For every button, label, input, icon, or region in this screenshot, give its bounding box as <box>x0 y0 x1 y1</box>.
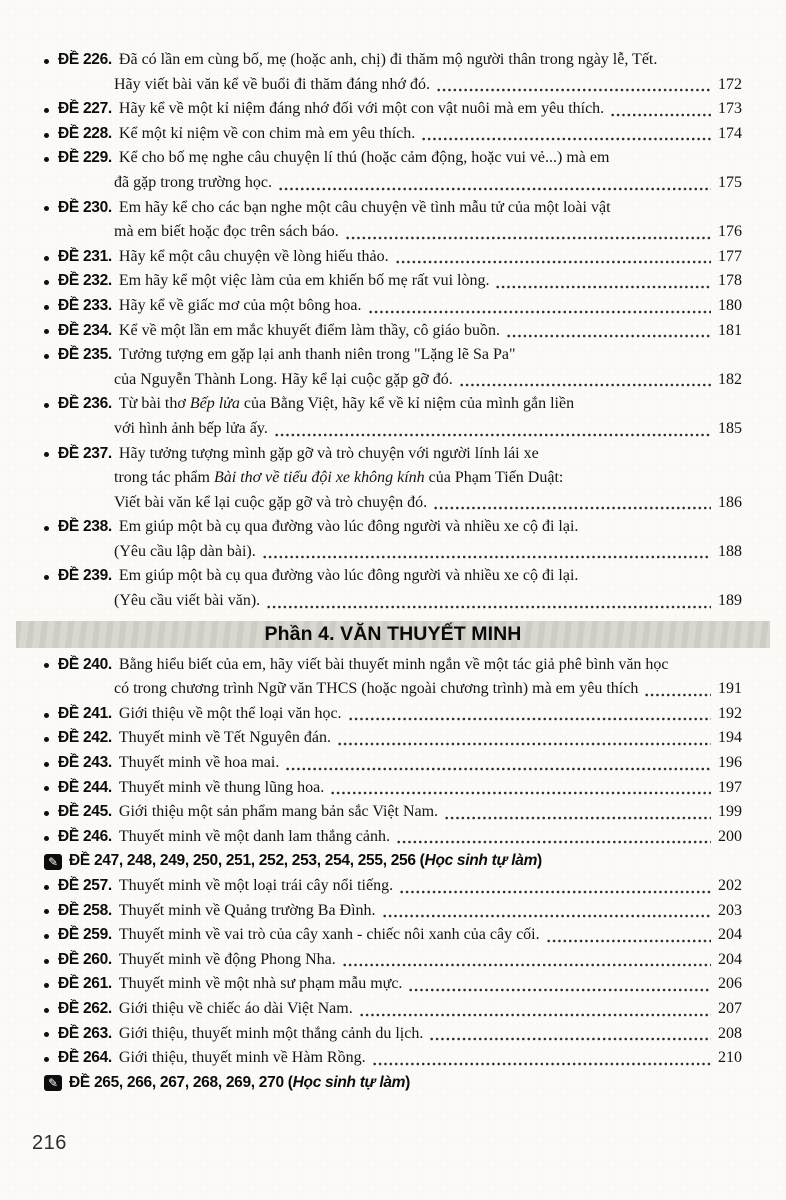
dotted-leader <box>337 735 711 747</box>
entry-text <box>114 220 339 245</box>
entry-text-segment: (Yêu cầu viết bài văn). <box>114 592 261 610</box>
toc-entry-line <box>44 269 742 294</box>
bullet-icon <box>44 909 49 914</box>
bullet-icon <box>44 575 49 580</box>
entry-text <box>114 589 260 614</box>
entry-text-segment: Hãy kể một câu chuyện về lòng hiếu thảo. <box>118 247 389 265</box>
toc-entry-line <box>44 97 742 122</box>
toc-entry-line <box>44 874 742 899</box>
entry-text-segment: Hãy kể về giấc mơ của một bông hoa. <box>118 296 362 314</box>
dotted-leader <box>408 981 711 993</box>
entry-text-segment: Hãy viết bài văn kể về buổi đi thăm đáng nhớ đó. <box>114 75 430 93</box>
entry-text <box>114 368 453 393</box>
entry-page-number: 208 <box>718 1024 742 1042</box>
entry-number-label: ĐỀ 237. <box>58 444 112 462</box>
toc-entry-line <box>44 417 742 442</box>
entry-text-segment: Hãy kể về một kỉ niệm đáng nhớ đối với một con vật nuôi mà em yêu thích. <box>118 100 605 118</box>
bullet-icon <box>44 1008 49 1013</box>
entry-text <box>119 726 331 751</box>
entry-text <box>119 442 539 467</box>
entry-page-number: 180 <box>718 296 742 314</box>
entry-page-number: 189 <box>718 592 742 610</box>
toc-entry-line <box>44 923 742 948</box>
entry-page-number: 207 <box>718 999 742 1017</box>
bullet-icon <box>44 934 49 939</box>
bullet-icon <box>44 206 49 211</box>
entry-text <box>119 146 610 171</box>
entry-number-label: ĐỀ 239. <box>58 567 112 585</box>
dotted-leader <box>459 376 711 388</box>
entry-text-segment: ) <box>405 1073 411 1091</box>
entry-number-label: ĐỀ 259. <box>58 926 112 944</box>
entry-text-segment: Bằng hiểu biết của em, hãy viết bài thuyết minh ngắn về một tác giả phê bình văn học <box>118 655 669 673</box>
toc-entry-line <box>44 677 742 702</box>
bullet-icon <box>44 526 49 531</box>
dotted-leader <box>262 548 711 560</box>
toc-entry-line <box>44 776 742 801</box>
toc-entry-line <box>44 73 742 98</box>
entry-text <box>119 653 669 678</box>
entry-text-segment: Kể về một lần em mắc khuyết điểm làm thầy, cô giáo buồn. <box>118 321 500 339</box>
entry-text <box>119 245 389 270</box>
entry-text-segment: Bếp lửa <box>189 395 240 413</box>
entry-text-segment: Thuyết minh về vai trò của cây xanh - chiếc nôi xanh của cây cối. <box>118 926 540 944</box>
bullet-icon <box>44 354 49 359</box>
entry-text-segment: (Yêu cầu lập dàn bài). <box>114 542 256 560</box>
dotted-leader <box>278 180 711 192</box>
entry-number-label: ĐỀ 230. <box>58 198 112 216</box>
entry-number-label: ĐỀ 226. <box>58 51 112 68</box>
entry-text <box>119 122 415 147</box>
entry-text-segment: đã gặp trong trường học. <box>114 173 272 191</box>
entry-number-label: ĐỀ 246. <box>58 827 112 845</box>
entry-number-label: ĐỀ 261. <box>58 975 112 993</box>
entry-text-segment: Giới thiệu một sản phẩm mang bản sắc Việt Nam. <box>118 803 439 821</box>
entry-number-label: ĐỀ 243. <box>58 754 112 772</box>
entry-number-label: ĐỀ 241. <box>58 704 112 722</box>
entry-page-number: 192 <box>718 704 742 722</box>
dotted-leader <box>546 932 711 944</box>
entry-text <box>114 73 430 98</box>
toc-entry-line <box>44 825 742 850</box>
entry-text-segment: Giới thiệu, thuyết minh một thắng cảnh du lịch. <box>118 1024 424 1042</box>
entry-text <box>114 171 272 196</box>
entry-number-label: ĐỀ 238. <box>58 518 112 536</box>
entry-page-number: 191 <box>718 680 742 698</box>
entry-text <box>119 702 342 727</box>
dotted-leader <box>399 883 711 895</box>
entry-page-number: 210 <box>718 1049 742 1067</box>
bullet-icon <box>44 403 49 408</box>
entry-text-segment: Em hãy kể một việc làm của em khiến bố mẹ rất vui lòng. <box>118 272 490 290</box>
entry-page-number: 182 <box>718 370 742 388</box>
entry-number-label: ĐỀ 234. <box>58 321 112 339</box>
toc-entry-line <box>44 442 742 467</box>
entry-text <box>119 923 540 948</box>
entry-number-label: ĐỀ 262. <box>58 999 112 1017</box>
toc-entry-line <box>44 800 742 825</box>
entry-text-segment: Em hãy kể cho các bạn nghe một câu chuyện về tình mẫu tử của một loài vật <box>118 198 611 216</box>
toc-entry-line <box>44 491 742 516</box>
bullet-icon <box>44 452 49 457</box>
entry-text <box>119 564 579 589</box>
bullet-icon <box>44 1057 49 1062</box>
entry-page-number: 185 <box>718 419 742 437</box>
bullet-icon <box>44 713 49 718</box>
entry-text <box>119 515 579 540</box>
entry-text-segment: Kể cho bố mẹ nghe câu chuyện lí thú (hoặc cảm động, hoặc vui vẻ...) mà em <box>118 149 610 167</box>
entry-page-number: 174 <box>718 124 742 142</box>
toc-entry-line <box>44 589 742 614</box>
bullet-icon <box>44 786 49 791</box>
entry-text <box>119 48 657 73</box>
toc-entry-line <box>44 392 742 417</box>
toc-entry-line <box>44 146 742 171</box>
entry-page-number: 173 <box>718 100 742 118</box>
dotted-leader <box>359 1006 711 1018</box>
dotted-leader <box>348 710 711 722</box>
entry-text-segment: Thuyết minh về một loại trái cây nổi tiếng. <box>118 877 394 894</box>
entry-page-number: 197 <box>718 778 742 796</box>
entry-text <box>119 776 324 801</box>
toc-entry-line <box>44 343 742 368</box>
entry-text-segment: Em giúp một bà cụ qua đường vào lúc đông người và nhiều xe cộ đi lại. <box>118 567 579 585</box>
entry-page-number: 196 <box>718 754 742 772</box>
entry-number-label: ĐỀ 240. <box>58 655 112 673</box>
bullet-icon <box>44 59 49 64</box>
entry-page-number: 204 <box>718 926 742 944</box>
entry-text-segment: Giới thiệu về một thể loại văn học. <box>118 704 342 722</box>
toc-entry-line <box>44 515 742 540</box>
bullet-icon <box>44 305 49 310</box>
toc-entry-line <box>44 245 742 270</box>
entry-text-segment: ĐỀ 247, 248, 249, 250, 251, 252, 253, 254, 255, 256 ( <box>69 852 425 870</box>
entry-text-segment: Thuyết minh về hoa mai. <box>118 754 280 772</box>
entry-text-segment: Thuyết minh về Tết Nguyên đán. <box>118 729 332 747</box>
entry-page-number: 203 <box>718 901 742 919</box>
toc-entry-line <box>44 972 742 997</box>
entry-number-label: ĐỀ 244. <box>58 778 112 796</box>
entry-text <box>119 294 362 319</box>
entry-text-segment: Thuyết minh về Quảng trường Ba Đình. <box>118 901 376 919</box>
entry-text <box>119 825 390 850</box>
dotted-leader <box>429 1030 711 1042</box>
entry-text <box>114 466 563 491</box>
dotted-leader <box>436 81 711 93</box>
entry-number-label: ĐỀ 231. <box>58 247 112 265</box>
entry-text <box>119 319 500 344</box>
pencil-icon: ✎ <box>44 854 62 870</box>
entry-text-segment: Thuyết minh về thung lũng hoa. <box>118 778 325 796</box>
entry-number-label: ĐỀ 258. <box>58 901 112 919</box>
dotted-leader <box>342 956 711 968</box>
entry-text <box>119 1022 423 1047</box>
entry-text-segment: Thuyết minh về một danh lam thắng cảnh. <box>118 827 390 845</box>
toc-entry-line <box>44 48 742 73</box>
dotted-leader <box>421 130 711 142</box>
entry-number-label: ĐỀ 233. <box>58 296 112 314</box>
entry-page-number: 200 <box>718 827 742 845</box>
entry-number-label: ĐỀ 227. <box>58 100 112 118</box>
entry-text <box>114 491 427 516</box>
entry-text-segment: Đã có lần em cùng bố, mẹ (hoặc anh, chị) đi thăm mộ người thân trong ngày lễ, Tết. <box>118 51 658 68</box>
toc-entry-line <box>44 196 742 221</box>
toc-entry-line <box>44 751 742 776</box>
dotted-leader <box>396 833 711 845</box>
toc-entry-line <box>44 948 742 973</box>
toc-entry-line <box>44 726 742 751</box>
entry-text-segment: Từ bài thơ <box>118 395 190 413</box>
bullet-icon <box>44 836 49 841</box>
toc-entry-line <box>44 368 742 393</box>
bullet-icon <box>44 329 49 334</box>
entry-text <box>114 540 256 565</box>
dotted-leader <box>495 278 711 290</box>
entry-text <box>119 392 574 417</box>
folio-page-number: 216 <box>32 1132 67 1154</box>
bullet-icon <box>44 663 49 668</box>
bullet-icon <box>44 811 49 816</box>
dotted-leader <box>382 907 711 919</box>
bullet-icon <box>44 737 49 742</box>
entry-text-segment: của Nguyễn Thành Long. Hãy kể lại cuộc gặp gỡ đó. <box>114 370 453 388</box>
dotted-leader <box>368 303 711 315</box>
dotted-leader <box>372 1055 711 1067</box>
entry-page-number: 175 <box>718 173 742 191</box>
entry-text-segment: Bài thơ về tiểu đội xe không kính <box>213 469 425 487</box>
entry-text <box>119 899 376 924</box>
entry-text-segment: Thuyết minh về động Phong Nha. <box>118 950 336 968</box>
entry-number-label: ĐỀ 264. <box>58 1049 112 1067</box>
entry-text-segment: trong tác phẩm <box>114 469 214 487</box>
entry-text-segment: Em giúp một bà cụ qua đường vào lúc đông người và nhiều xe cộ đi lại. <box>118 518 579 536</box>
entry-text-segment: mà em biết hoặc đọc trên sách báo. <box>114 223 339 241</box>
toc-entry-line <box>44 564 742 589</box>
entry-text-segment: Kể một kỉ niệm về con chim mà em yêu thích. <box>118 124 416 142</box>
entry-text-segment: ) <box>537 852 542 870</box>
entry-text-segment: của Bằng Việt, hãy kể về kỉ niệm của mình gắn liền <box>239 395 575 413</box>
entry-number-label: ĐỀ 236. <box>58 395 112 413</box>
bullet-icon <box>44 133 49 138</box>
entry-text-segment: Tưởng tượng em gặp lại anh thanh niên trong "Lặng lẽ Sa Pa" <box>118 346 516 364</box>
entry-text <box>119 874 393 899</box>
toc-entry-line <box>44 294 742 319</box>
toc-entry-line <box>44 466 742 491</box>
entry-text-segment: Giới thiệu về chiếc áo dài Việt Nam. <box>118 999 353 1017</box>
entry-text-segment: Học sinh tự làm <box>292 1073 406 1091</box>
entry-text <box>119 972 403 997</box>
entry-page-number: 202 <box>718 877 742 894</box>
dotted-leader <box>285 760 711 772</box>
entry-text <box>119 196 611 221</box>
entry-text <box>119 97 604 122</box>
entry-text-segment: Viết bài văn kể lại cuộc gặp gỡ và trò chuyện đó. <box>114 493 428 511</box>
entry-number-label: ĐỀ 235. <box>58 346 112 364</box>
entry-text <box>119 751 279 776</box>
toc-entry-line <box>44 1046 742 1071</box>
dotted-leader <box>395 253 711 265</box>
toc-entry-line <box>44 653 742 678</box>
entry-number-label: ĐỀ 229. <box>58 149 112 167</box>
dotted-leader <box>330 784 711 796</box>
entry-text-segment: Học sinh tự làm <box>424 852 538 870</box>
entry-number-label: ĐỀ 242. <box>58 729 112 747</box>
entry-text-segment: của Phạm Tiến Duật: <box>424 469 564 487</box>
entry-text <box>119 800 438 825</box>
dotted-leader <box>266 598 711 610</box>
dotted-leader <box>345 229 711 241</box>
bullet-icon <box>44 157 49 162</box>
entry-text <box>119 997 353 1022</box>
toc-entry-line <box>44 171 742 196</box>
note-text <box>69 849 542 874</box>
entry-text <box>114 677 638 702</box>
toc-note-row <box>44 849 742 874</box>
entry-page-number: 186 <box>718 493 742 511</box>
entry-text-segment: ĐỀ 265, 266, 267, 268, 269, 270 ( <box>69 1073 293 1091</box>
entry-text-segment: có trong chương trình Ngữ văn THCS (hoặc ngoài chương trình) mà em yêu thích <box>114 680 639 698</box>
section-title: Phần 4. VĂN THUYẾT MINH <box>264 622 522 645</box>
note-text <box>69 1071 410 1096</box>
entry-page-number: 177 <box>718 247 742 265</box>
bullet-icon <box>44 256 49 261</box>
dotted-leader <box>433 499 711 511</box>
dotted-leader <box>610 106 711 118</box>
entry-number-label: ĐỀ 257. <box>58 877 112 894</box>
entry-page-number: 204 <box>718 950 742 968</box>
entry-page-number: 194 <box>718 729 742 747</box>
entry-text <box>119 1046 366 1071</box>
entry-number-label: ĐỀ 228. <box>58 124 112 142</box>
entry-page-number: 181 <box>718 321 742 339</box>
entry-text <box>119 269 490 294</box>
entry-text-segment: Hãy tưởng tượng mình gặp gỡ và trò chuyện với người lính lái xe <box>118 444 539 462</box>
dotted-leader <box>506 327 711 339</box>
entry-text-segment: Giới thiệu, thuyết minh về Hàm Rồng. <box>118 1049 366 1067</box>
toc-entry-line <box>44 1022 742 1047</box>
entry-page-number: 199 <box>718 803 742 821</box>
entry-number-label: ĐỀ 232. <box>58 272 112 290</box>
entry-page-number: 178 <box>718 272 742 290</box>
entry-text <box>119 343 516 368</box>
toc-entry-line <box>44 702 742 727</box>
bullet-icon <box>44 885 49 890</box>
entry-text-segment: Thuyết minh về một nhà sư phạm mẫu mực. <box>118 975 403 993</box>
entry-text <box>114 417 268 442</box>
pencil-icon: ✎ <box>44 1075 62 1091</box>
dotted-leader <box>274 426 711 438</box>
entry-page-number: 206 <box>718 975 742 993</box>
bullet-icon <box>44 983 49 988</box>
toc-entry-line <box>44 997 742 1022</box>
toc-entry-line <box>44 319 742 344</box>
entry-number-label: ĐỀ 263. <box>58 1024 112 1042</box>
entry-page-number: 176 <box>718 223 742 241</box>
entry-text-segment: với hình ảnh bếp lửa ấy. <box>114 419 268 437</box>
toc-note-row <box>44 1071 742 1096</box>
entry-page-number: 172 <box>718 75 742 93</box>
entry-page-number: 188 <box>718 542 742 560</box>
entry-text <box>119 948 336 973</box>
dotted-leader <box>644 686 711 698</box>
bullet-icon <box>44 1032 49 1037</box>
dotted-leader <box>444 809 711 821</box>
toc-entry-line <box>44 220 742 245</box>
entry-number-label: ĐỀ 245. <box>58 803 112 821</box>
bullet-icon <box>44 762 49 767</box>
toc-entry-line <box>44 540 742 565</box>
toc-entry-line <box>44 899 742 924</box>
bullet-icon <box>44 108 49 113</box>
bullet-icon <box>44 959 49 964</box>
section-header-band <box>16 621 770 648</box>
toc-entry-line <box>44 122 742 147</box>
entry-number-label: ĐỀ 260. <box>58 950 112 968</box>
bullet-icon <box>44 280 49 285</box>
